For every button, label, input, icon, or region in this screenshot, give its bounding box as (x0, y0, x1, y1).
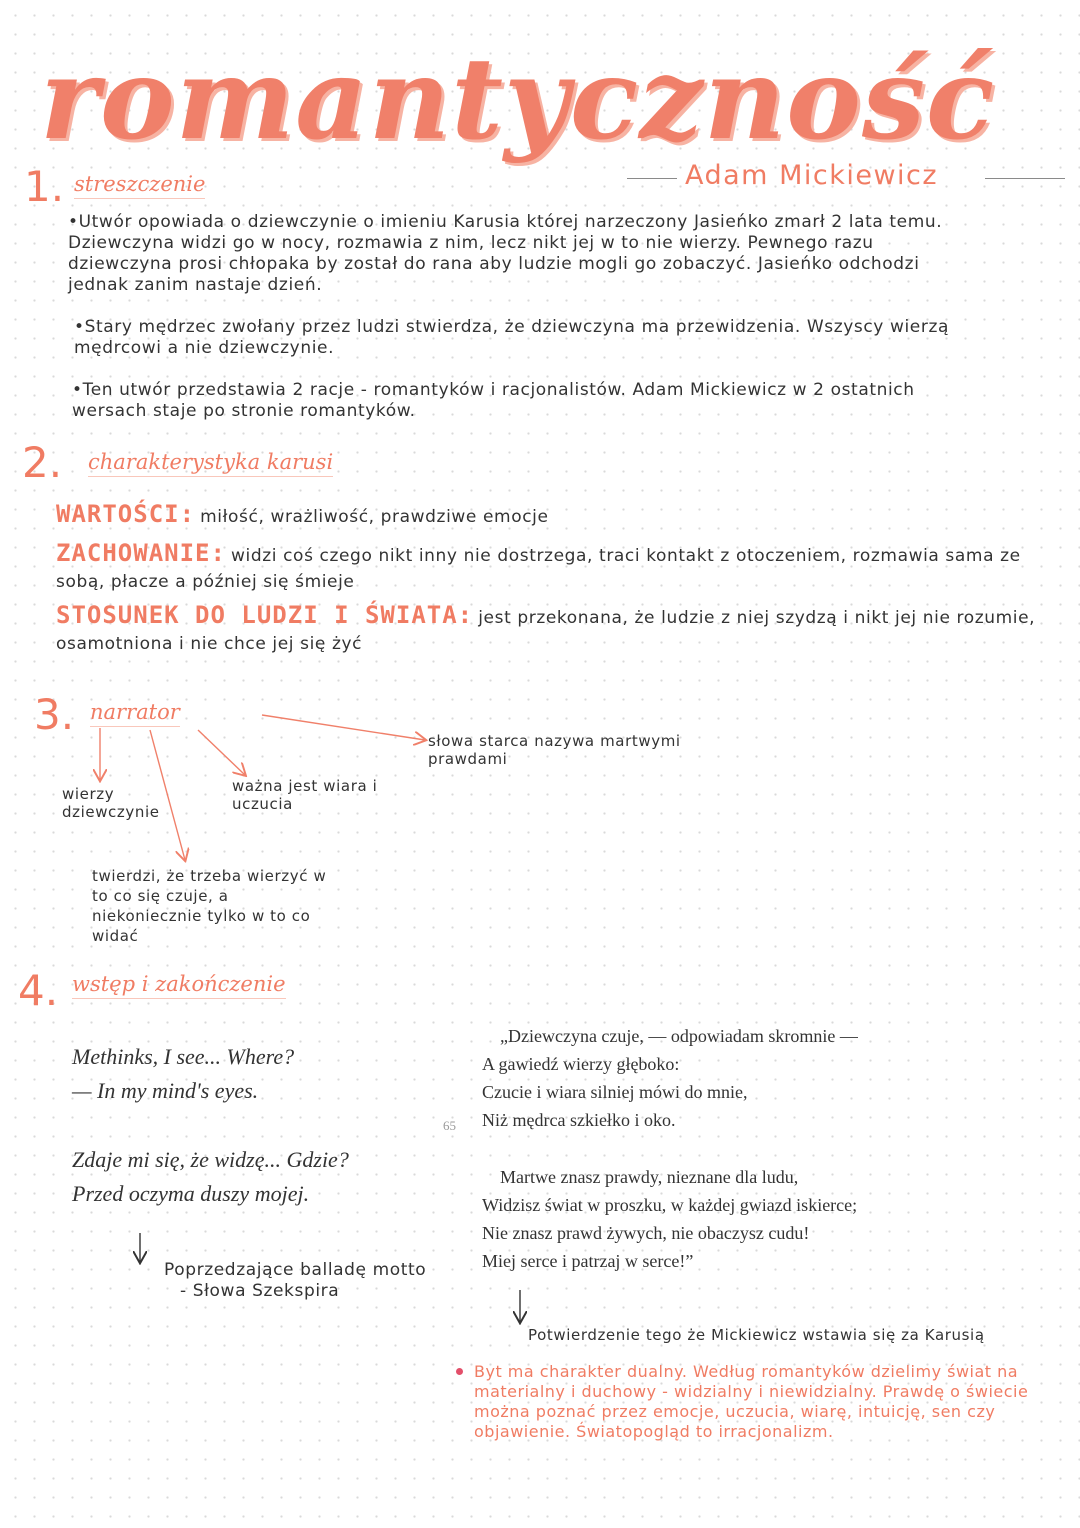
trait-behavior-label: ZACHOWANIE: (56, 539, 226, 567)
trait-attitude-text: jest przekonana, że ludzie z niej szydzą i nikt jej nie rozumie, osamotniona i nie chce jej się żyć (56, 608, 1036, 654)
poem-line: Martwe znasz prawdy, nieznane dla ludu, (500, 1167, 799, 1187)
page-title: romantyczność (40, 34, 996, 165)
final-note-bullet (456, 1368, 463, 1375)
trait-attitude-label: STOSUNEK DO LUDZI I ŚWIATA: (56, 601, 474, 629)
poem-line: „Dziewczyna czuje, — odpowiadam skromnie — (500, 1026, 858, 1046)
poem-line: Miej serce i patrzaj w serce!” (482, 1251, 694, 1271)
motto-pl-line-1: Zdaje mi się, że widzę... Gdzie? (72, 1147, 349, 1172)
poem-stanza-1 (482, 1022, 858, 1134)
section-4-number: 4. (18, 966, 59, 1015)
motto-note-line-1: Poprzedzające balladę motto (164, 1260, 427, 1280)
narrator-note-right: słowa starca nazywa martwymi prawdami (428, 732, 681, 768)
motto-en-line-1: Methinks, I see... Where? (72, 1044, 295, 1069)
section-3-title: narrator (90, 700, 180, 727)
poem-line: Niż mędrca szkiełko i oko. (482, 1110, 676, 1130)
poem-stanza-2 (482, 1163, 857, 1275)
page-number: 65 (443, 1118, 456, 1133)
poem-line: Widzisz świat w proszku, w każdej gwiazd iskierce; (482, 1195, 858, 1215)
section-2-number: 2. (22, 438, 63, 487)
summary-paragraph-2: •Stary mędrzec zwołany przez ludzi stwierdza, że dziewczyna ma przewidzenia. Wszyscy wierzą mędrcowi a nie dziewczynie. (74, 317, 949, 358)
author-name: Adam Mickiewicz (685, 160, 939, 191)
section-4-title: wstęp i zakończenie (72, 972, 286, 999)
trait-values-label: WARTOŚCI: (56, 500, 196, 528)
motto-en-line-2: — In my mind's eyes. (72, 1078, 259, 1103)
summary-paragraph-3: •Ten utwór przedstawia 2 racje - romantyków i racjonalistów. Adam Mickiewicz w 2 ostatnich wersach staje po stronie romantyków. (72, 380, 915, 421)
narrator-note-bottom: twierdzi, że trzeba wierzyć w to co się czuje, a niekoniecznie tylko w to co widać (92, 867, 327, 945)
motto-note (164, 1260, 426, 1302)
poem-line: A gawiedź wierzy głęboko: (482, 1054, 680, 1074)
section-3-number: 3. (34, 690, 75, 739)
trait-behavior-text: widzi coś czego nikt inny nie dostrzega, traci kontakt z otoczeniem, rozmawia sama ze sobą, płacze a później się śmieje (56, 546, 1021, 592)
section-2-title: charakterystyka karusi (88, 450, 333, 477)
poem-note: Potwierdzenie tego że Mickiewicz wstawia się za Karusią (528, 1326, 985, 1344)
narrator-note-left: wierzy dziewczynie (62, 785, 160, 821)
narrator-note-middle: ważna jest wiara i uczucia (232, 777, 378, 813)
motto-note-line-2: - Słowa Szekspira (180, 1281, 340, 1301)
section-1-number: 1. (24, 162, 65, 211)
trait-values-text: miłość, wrażliwość, prawdziwe emocje (200, 507, 549, 527)
section-1-title: streszczenie (74, 172, 205, 199)
final-note: Byt ma charakter dualny. Według romantyków dzielimy świat na materialny i duchowy - widzialny i niewidzialny. Prawdę o świecie można poznać przez emocje, uczucia, wiarę, intuicję, sen czy objawienie. Światopogląd to irracjonalizm. (474, 1362, 1029, 1441)
motto-polish (72, 1143, 349, 1211)
poem-line: Czucie i wiara silniej mówi do mnie, (482, 1082, 748, 1102)
summary-paragraph-1: •Utwór opowiada o dziewczynie o imieniu Karusia której narzeczony Jasieńko zmarł 2 lata temu. Dziewczyna widzi go w nocy, rozmawia z nim, lecz nikt jej w to nie wierzy. Pewnego razu dziewczyna prosi chłopaka by został do rana aby ludzie mogli go zobaczyć. Jasieńko odchodzi jednak zanim nastaje dzień. (68, 212, 943, 295)
poem-line: Nie znasz prawd żywych, nie obaczysz cudu! (482, 1223, 810, 1243)
motto-pl-line-2: Przed oczyma duszy mojej. (72, 1181, 310, 1206)
motto-english (72, 1040, 294, 1108)
